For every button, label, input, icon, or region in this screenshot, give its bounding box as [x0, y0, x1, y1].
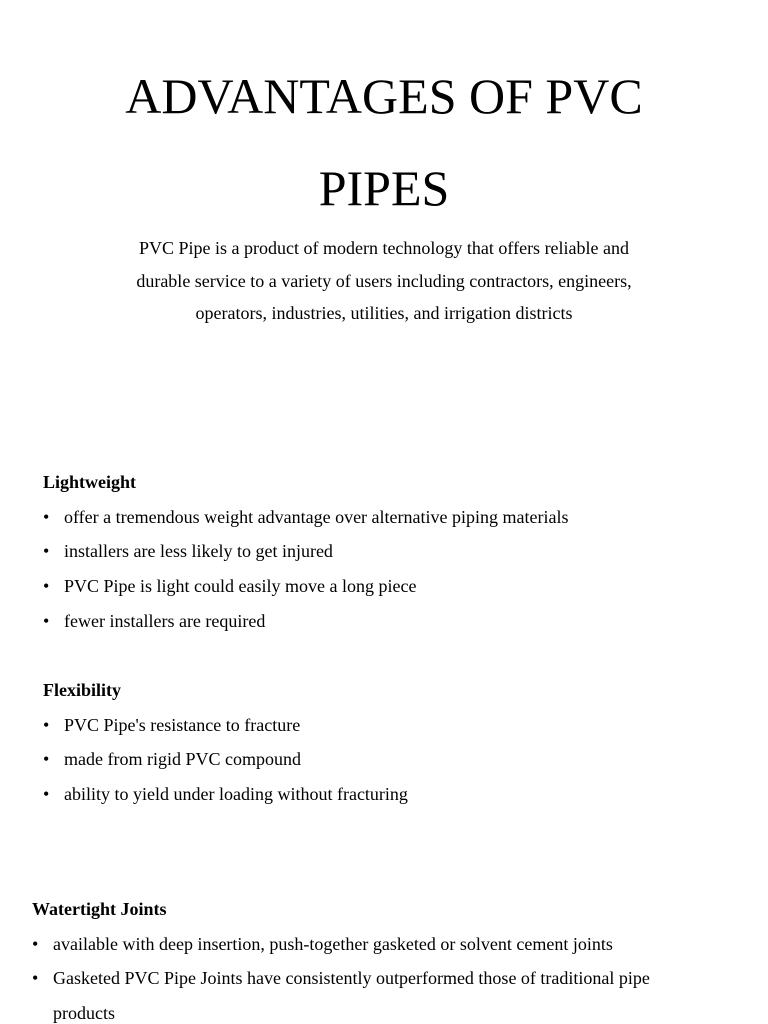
list-item — [43, 708, 743, 743]
bullet-icon: • — [43, 610, 50, 631]
list-item — [43, 777, 743, 812]
list-item — [43, 569, 743, 604]
list-item — [32, 961, 732, 996]
intro-line-1: PVC Pipe is a product of modern technology that offers reliable and — [138, 238, 630, 258]
bullet-list — [43, 500, 743, 639]
bullet-icon: • — [32, 968, 39, 989]
intro-paragraph — [104, 232, 664, 330]
list-item — [43, 604, 743, 639]
page-title — [0, 50, 768, 234]
section-heading: Flexibility — [43, 680, 121, 700]
list-item — [43, 534, 743, 569]
bullet-icon: • — [43, 749, 50, 770]
section-flexibility — [43, 673, 743, 812]
bullet-icon: • — [43, 576, 50, 597]
bullet-icon: • — [32, 933, 39, 954]
list-item-text: made from rigid PVC compound — [64, 749, 301, 770]
section-heading: Lightweight — [43, 472, 137, 492]
list-item — [43, 742, 743, 777]
list-item-text: PVC Pipe's resistance to fracture — [64, 714, 301, 735]
bullet-icon: • — [43, 506, 50, 527]
list-item-text: products — [53, 1003, 115, 1024]
section-heading: Watertight Joints — [32, 899, 167, 919]
bullet-list — [43, 708, 743, 812]
page-title-line-1: ADVANTAGES OF PVC — [125, 68, 643, 124]
bullet-icon: • — [43, 714, 50, 735]
list-item-text: available with deep insertion, push-together gasketed or solvent cement joints — [53, 933, 613, 954]
list-item-text: fewer installers are required — [64, 610, 266, 631]
section-watertight-joints — [32, 892, 732, 1024]
list-item-continuation — [32, 996, 732, 1024]
list-item-text: PVC Pipe is light could easily move a long piece — [64, 576, 417, 597]
page-title-line-2: PIPES — [318, 160, 450, 216]
list-item-text: ability to yield under loading without fracturing — [64, 784, 408, 805]
intro-line-2: durable service to a variety of users including contractors, engineers, — [136, 270, 632, 291]
list-item-text: installers are less likely to get injured — [64, 541, 333, 562]
bullet-list — [32, 927, 732, 1024]
intro-line-3: operators, industries, utilities, and irrigation districts — [195, 303, 573, 323]
list-item-text: offer a tremendous weight advantage over alternative piping materials — [64, 506, 569, 527]
list-item — [43, 500, 743, 535]
list-item — [32, 927, 732, 962]
bullet-icon: • — [43, 541, 50, 562]
list-item-text: Gasketed PVC Pipe Joints have consistently outperformed those of traditional pipe — [53, 968, 650, 989]
section-lightweight — [43, 465, 743, 639]
bullet-icon: • — [43, 784, 50, 805]
